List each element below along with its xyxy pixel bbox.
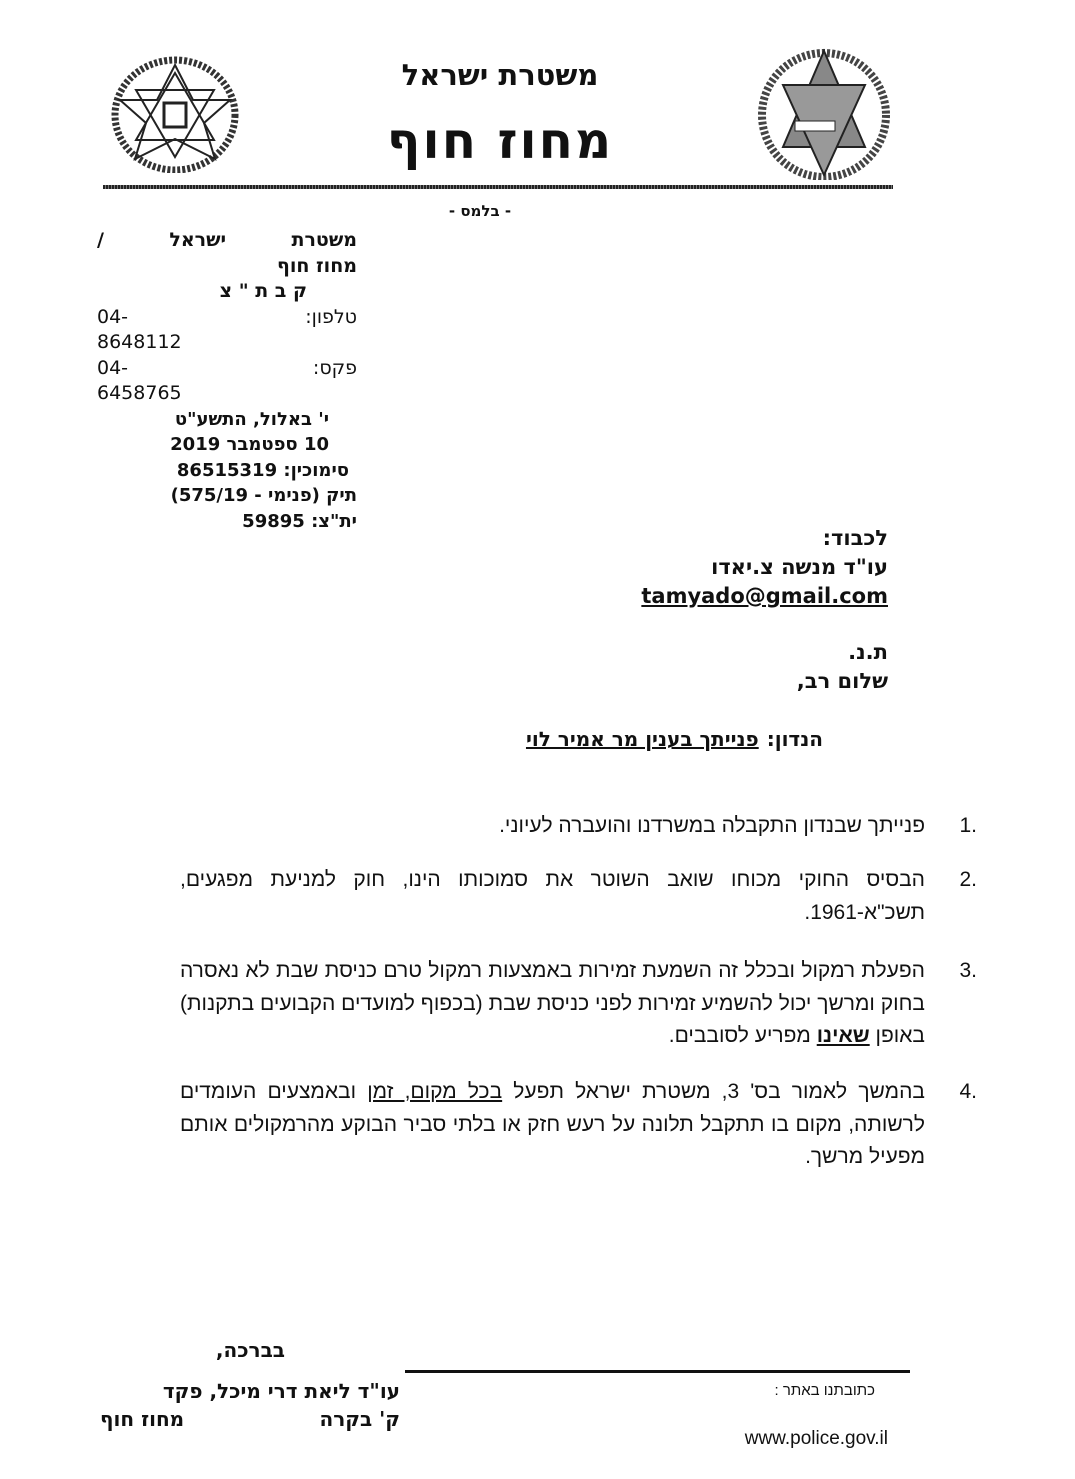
- fax-prefix: 04-: [97, 356, 129, 379]
- item-emphasis: בכל מקום, זמן: [367, 1080, 503, 1103]
- subject-label: הנדון:: [766, 727, 823, 751]
- date: 10 ספטמבר 2019: [170, 434, 329, 455]
- sender-org-2: ישראל: [169, 229, 227, 251]
- fax-label: פקס:: [312, 356, 357, 379]
- item-text: הבסיס החוקי מכוחו שואב השוטר את סמוכותו הינו, חוק למניעת מפגעים, תשכ"א-1961.: [180, 868, 925, 924]
- file-number: תיק (פנימי - 575/19): [170, 485, 357, 506]
- subject-line: [526, 727, 823, 751]
- footer-divider: [405, 1370, 910, 1373]
- header-divider: [103, 185, 893, 189]
- item-text: פנייתך שבנדון התקבלה במשרדנו והועברה לעיוני.: [499, 814, 925, 837]
- sender-block: [97, 228, 357, 534]
- item-text: הפעלת רמקול ובכלל זה השמעת זמירות באמצעות רמקול טרם כניסת שבת לא נאסרה בחוק ומרשך יכול להשמיע זמירות לפני כניסת שבת (בכפוף למועדים הקבועים בתקנות) באופן: [180, 959, 925, 1047]
- classification-label: - בלמס -: [448, 202, 512, 220]
- item-text: מפריע לסובבים.: [668, 1024, 811, 1047]
- signer-name: עו"ד ליאת דרי מיכל, פקד: [162, 1379, 400, 1403]
- item-number: 4.: [959, 1080, 977, 1103]
- reference: סימוכין: 86515319: [176, 459, 349, 481]
- phone-label: טלפון:: [305, 305, 357, 328]
- item-number: 2.: [959, 868, 977, 891]
- closing-regards: בברכה,: [215, 1338, 285, 1362]
- sender-org: משטרת: [291, 229, 357, 251]
- website-link[interactable]: www.police.gov.il: [744, 1428, 888, 1449]
- item-text: ובאמצעים העומדים לרשותה, מקום בו תתקבל תלונה על רעש חזק או בלתי סביר הבוקע מהרמקולים אותם מפעיל מרשך.: [180, 1080, 925, 1168]
- hebrew-date: י' באלול, התשע"ט: [174, 408, 329, 430]
- tn-label: ת.נ.: [848, 640, 888, 664]
- recipient-email[interactable]: tamyado@gmail.com: [641, 584, 888, 608]
- item-number: 1.: [959, 814, 977, 837]
- to-label: לכבוד:: [822, 526, 888, 550]
- sender-slash: /: [97, 229, 104, 251]
- sender-district: מחוז חוף: [277, 254, 357, 277]
- website-label: כתובתנו באתר :: [774, 1382, 875, 1399]
- greeting: שלום רב,: [796, 669, 888, 693]
- recipient-name: עו"ד מנשה צ.יאדו: [711, 555, 888, 579]
- list-item: [180, 1076, 977, 1174]
- list-item: [180, 955, 977, 1053]
- item-emphasis: שאינו: [816, 1024, 870, 1047]
- fax-number: 6458765: [97, 382, 182, 404]
- org-title: משטרת ישראל: [401, 58, 599, 92]
- sender-unit: ק ב ת " צ: [219, 280, 307, 302]
- list-item: [180, 810, 977, 843]
- unit-number: ית"צ: 59895: [242, 510, 357, 532]
- item-number: 3.: [959, 959, 977, 982]
- signer-role: ק' בקרה: [319, 1407, 400, 1431]
- recipient-block: [641, 524, 888, 611]
- signature-block: [100, 1377, 400, 1433]
- phone-prefix: 04-: [97, 305, 129, 328]
- greeting-block: [797, 638, 888, 696]
- phone-number: 8648112: [97, 331, 182, 353]
- item-text: בהמשך לאמור בס' 3, משטרת ישראל תפעל: [513, 1080, 925, 1103]
- signer-district: מחוז חוף: [100, 1407, 185, 1431]
- subject-text: פנייתך בענין מר אמיר לוי: [525, 727, 759, 751]
- list-item: [180, 864, 977, 929]
- district-title: מחוז חוף: [386, 112, 614, 170]
